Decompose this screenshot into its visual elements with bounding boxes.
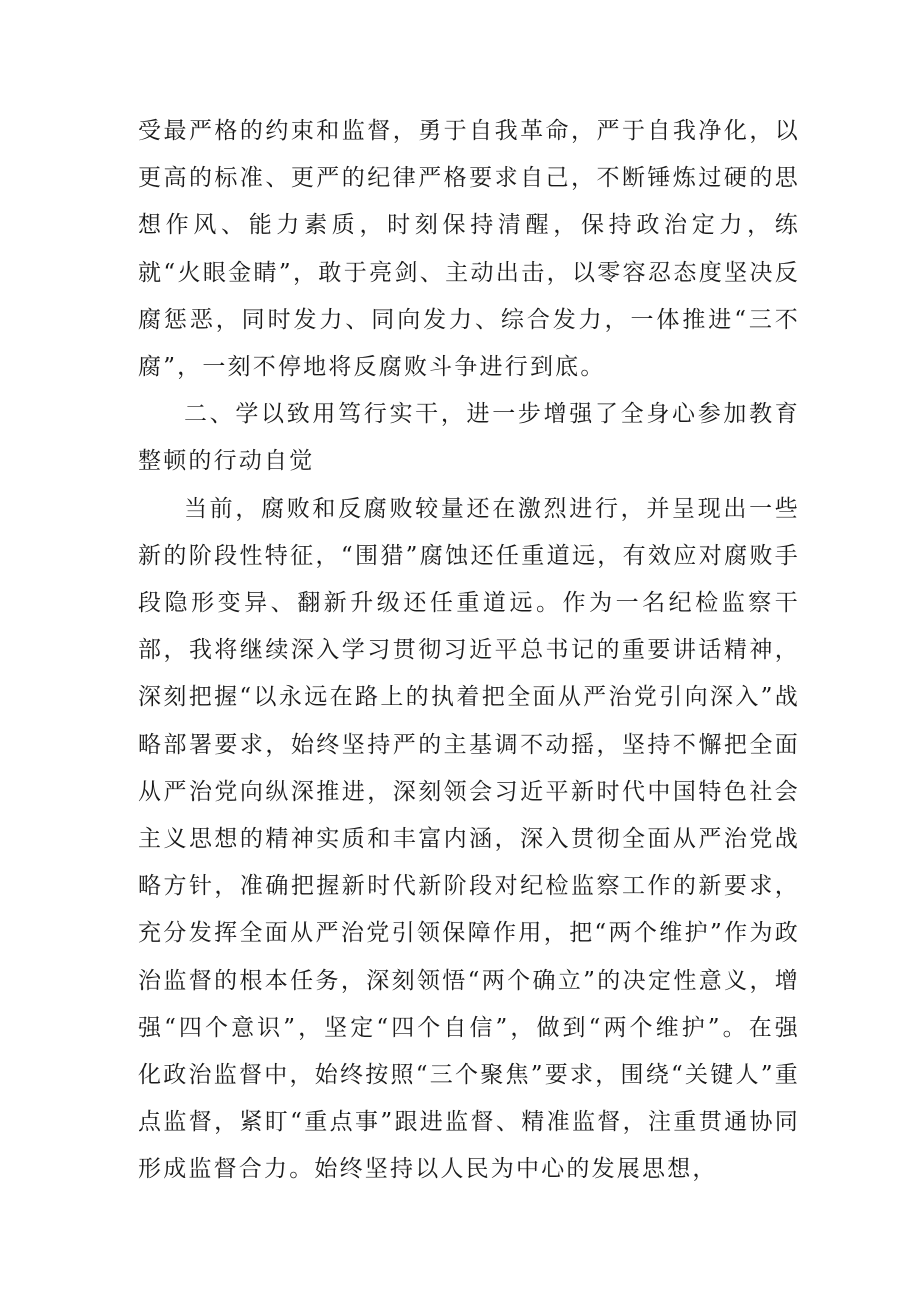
section-heading: 二、学以致用笃行实干，进一步增强了全身心参加教育整顿的行动自觉	[138, 401, 800, 475]
paragraph-continued: 受最严格的约束和监督，勇于自我革命，严于自我净化，以更高的标准、更严的纪律严格要求自己，不断锤炼过硬的思想作风、能力素质，时刻保持清醒，保持政治定力，练就“火眼金睛”，敢于亮剑、主动出击，以零容忍态度坚决反腐惩恶，同时发力、同向发力、综合发力，一体推进“三不腐”，一刻不停地将反腐败斗争进行到底。	[138, 118, 800, 381]
paragraph: 当前，腐败和反腐败较量还在激烈进行，并呈现出一些新的阶段性特征，“围猎”腐蚀还任重道远，有效应对腐败手段隐形变异、翻新升级还任重道远。作为一名纪检监察干部，我将继续深入学习贯彻习近平总书记的重要讲话精神，深刻把握“以永远在路上的执着把全面从严治党引向深入”战略部署要求，始终坚持严的主基调不动摇，坚持不懈把全面从严治党向纵深推进，深刻领会习近平新时代中国特色社会主义思想的精神实质和丰富内涵，深入贯彻全面从严治党战略方针，准确把握新时代新阶段对纪检监察工作的新要求，充分发挥全面从严治党引领保障作用，把“两个维护”作为政治监督的根本任务，深刻领悟“两个确立”的决定性意义，增强“四个意识”，坚定“四个自信”，做到“两个维护”。在强化政治监督中，始终按照“三个聚焦”要求，围绕“关键人”重点监督，紧盯“重点事”跟进监督、精准监督，注重贯通协同形成监督合力。始终坚持以人民为中心的发展思想，	[138, 495, 800, 1183]
document-body	[138, 108, 800, 1194]
